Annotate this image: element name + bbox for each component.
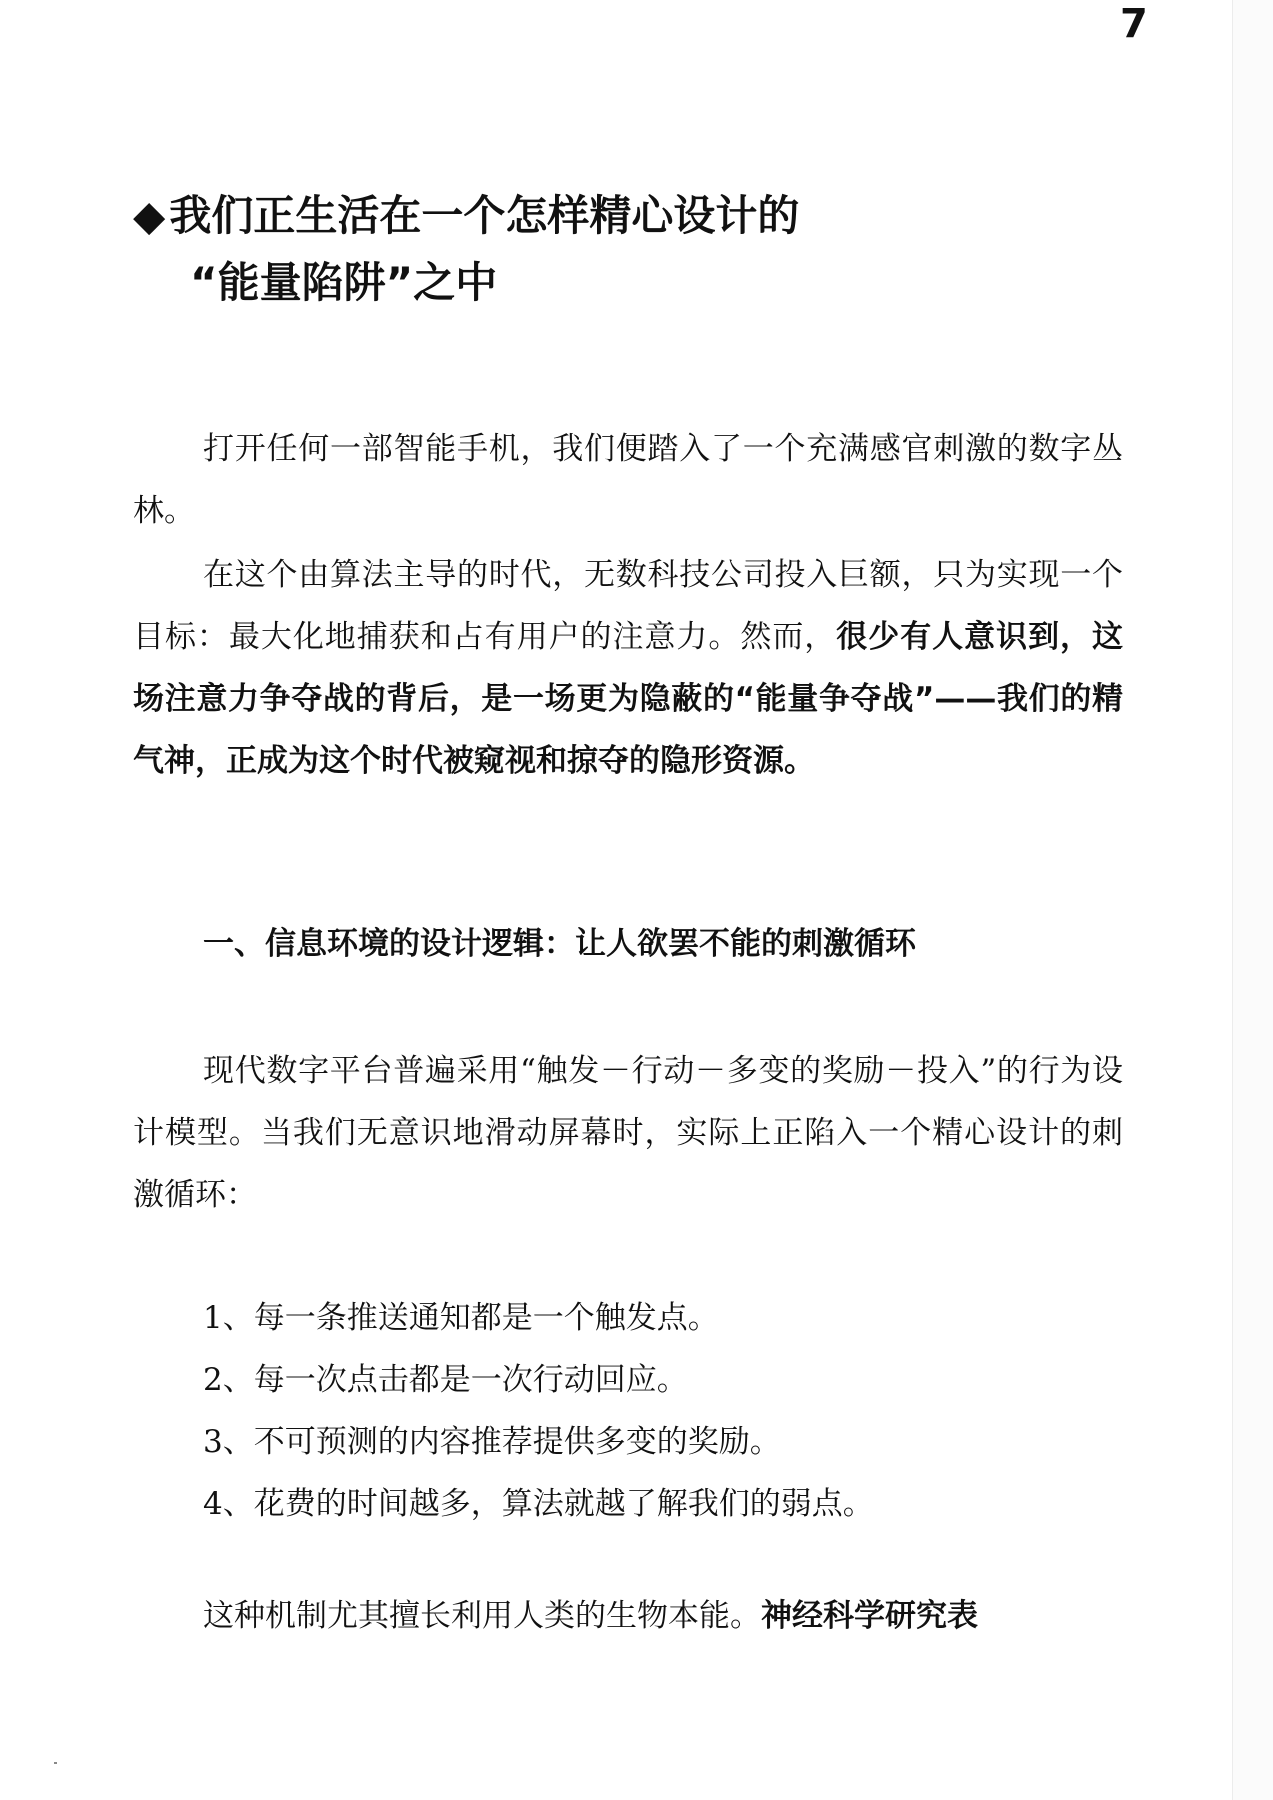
diamond-bullet-icon: ◆ <box>133 191 166 240</box>
stimulus-loop-list <box>203 1287 874 1535</box>
paragraph-bold-text: 神经科学研究表 <box>761 1598 978 1634</box>
paragraph-intro: 打开任何一部智能手机，我们便踏入了一个充满感官刺激的数字丛林。 <box>133 431 1123 529</box>
paragraph-behavior-model: 现代数字平台普遍采用“触发－行动－多变的奖励－投入”的行为设计模型。当我们无意识地滑动屏幕时，实际上正陷入一个精心设计的刺激循环： <box>133 1053 1123 1213</box>
chapter-heading-text: 我们正生活在一个怎样精心设计的 <box>169 191 800 240</box>
list-item: 4、花费的时间越多，算法就越了解我们的弱点。 <box>203 1486 874 1522</box>
list-item: 2、每一次点击都是一次行动回应。 <box>203 1362 688 1398</box>
list-item: 3、不可预测的内容推荐提供多变的奖励。 <box>203 1424 781 1460</box>
paragraph-bold-text: 很少有人意识到，这场注意力争夺战的背后，是一场更为隐蔽的“能量争夺战”——我们的精气神，正成为这个时代被窥视和掠夺的隐形资源。 <box>133 619 1123 779</box>
paragraph-biological-instinct <box>133 1585 1123 1647</box>
paragraph-algorithm-era <box>133 544 1123 792</box>
list-item: 1、每一条推送通知都是一个触发点。 <box>203 1300 719 1336</box>
chapter-heading-line2: “能量陷阱”之中 <box>190 258 498 307</box>
section-heading: 一、信息环境的设计逻辑：让人欲罢不能的刺激循环 <box>203 926 916 962</box>
page-number: 7 <box>1120 1 1148 47</box>
paragraph-text: 在这个由算法主导的时代，无数科技公司投入巨额，只为实现一个目标：最大化地捕获和占有用户的注意力。然而， <box>133 557 1123 655</box>
page-edge-shadow <box>1232 0 1273 1800</box>
scan-speck <box>54 1762 57 1764</box>
paragraph-text: 这种机制尤其擅长利用人类的生物本能。 <box>203 1598 761 1634</box>
chapter-heading-line1 <box>133 183 799 249</box>
